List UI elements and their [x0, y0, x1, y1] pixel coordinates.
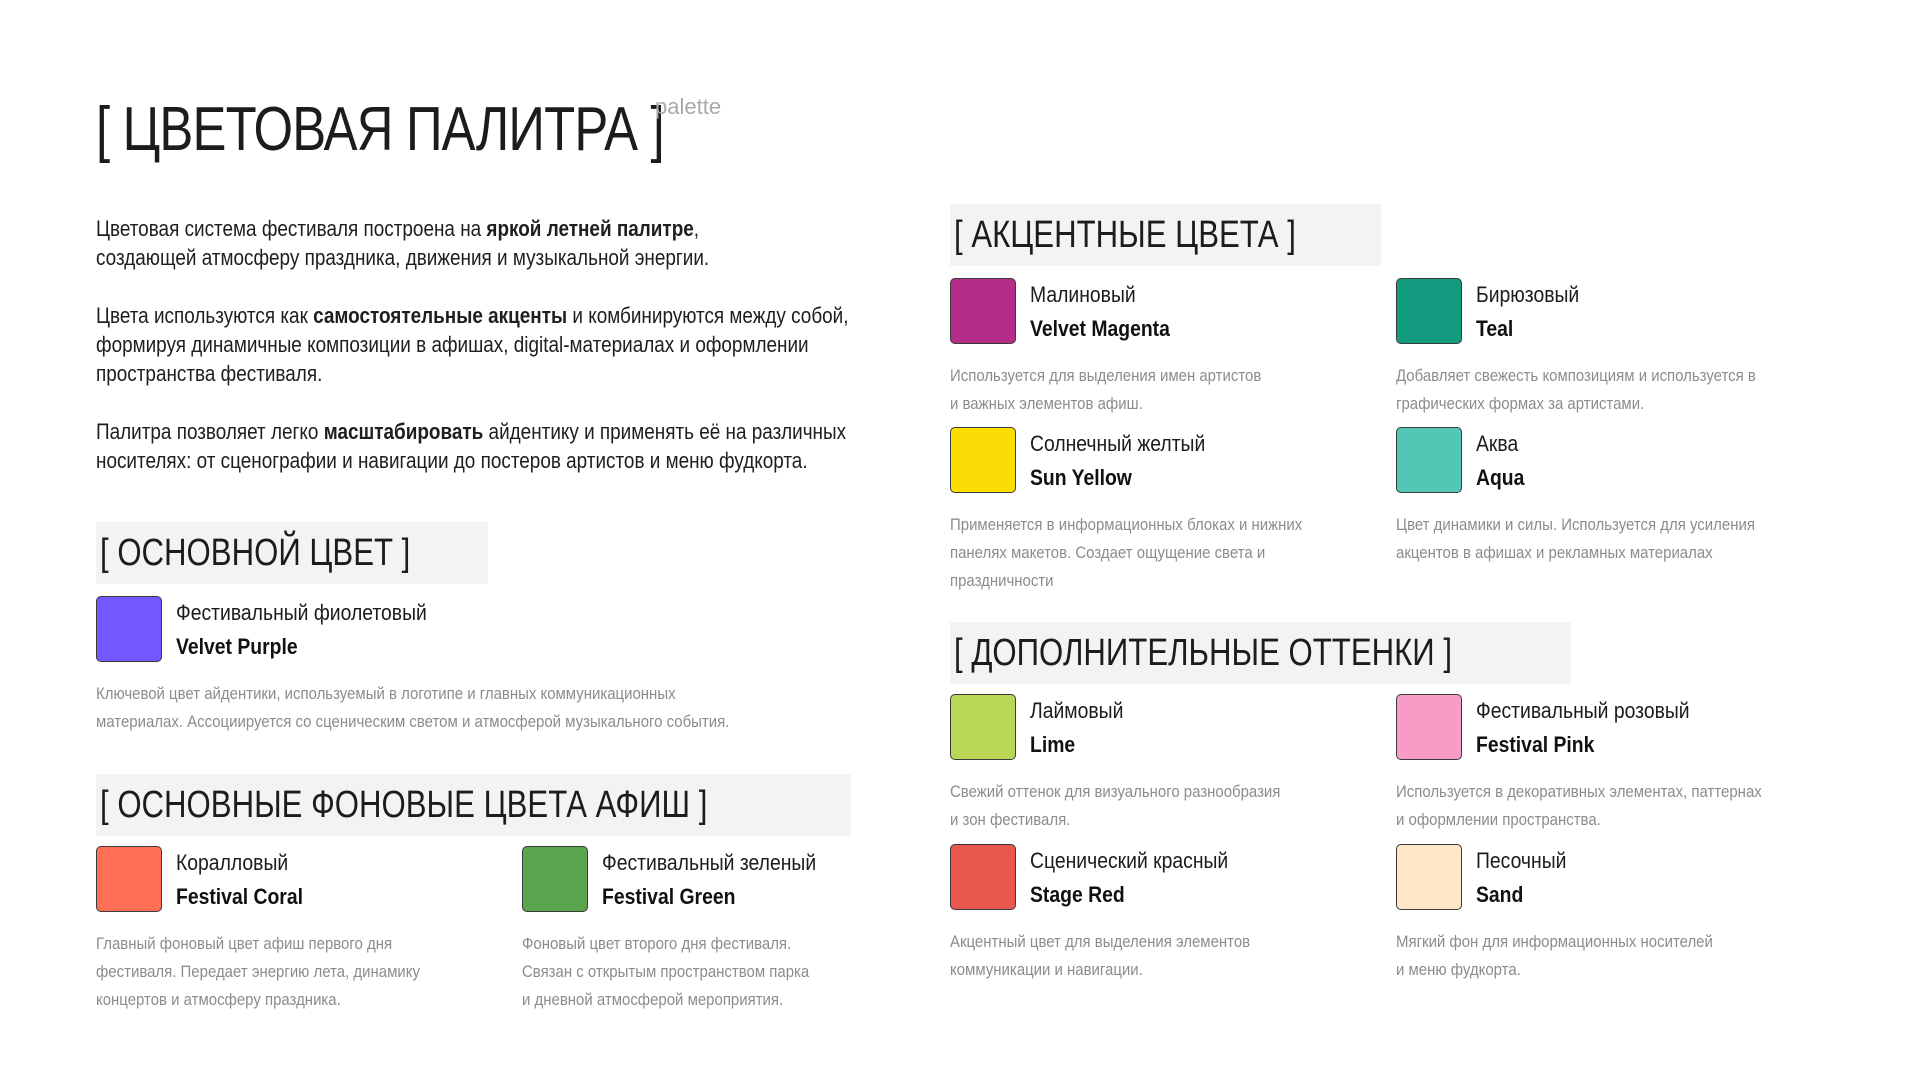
description-line: Ключевой цвет айдентики, используемый в логотипе и главных коммуникационных — [96, 684, 676, 703]
description-line: Мягкий фон для информационных носителей — [1396, 932, 1713, 951]
section-primary-label: [ ОСНОВНОЙ ЦВЕТ ] — [100, 531, 411, 574]
intro-emphasis: самостоятельные акценты — [313, 303, 568, 328]
intro-paragraph-2 — [96, 301, 849, 388]
color-name-en: Aqua — [1476, 465, 1525, 490]
color-description — [96, 930, 501, 1014]
color-name-ru: Бирюзовый — [1476, 282, 1580, 307]
color-name-en: Teal — [1476, 316, 1514, 341]
description-line: панелях макетов. Создает ощущение света и — [950, 543, 1266, 562]
intro-paragraph-1 — [96, 214, 784, 272]
color-description — [950, 362, 1355, 418]
color-name-ru: Аква — [1476, 431, 1519, 456]
color-description — [1396, 778, 1801, 834]
description-line: фестиваля. Передает энергию лета, динамику — [96, 962, 420, 981]
section-backgrounds — [96, 774, 851, 836]
color-name-ru: Фестивальный зеленый — [602, 850, 817, 875]
description-line: и меню фудкорта. — [1396, 960, 1521, 979]
color-name-en: Festival Green — [602, 884, 736, 909]
section-additional — [950, 622, 1571, 684]
description-line: акцентов в афишах и рекламных материалах — [1396, 543, 1713, 562]
intro-paragraph-3 — [96, 417, 847, 475]
color-description — [950, 928, 1355, 984]
color-description — [950, 511, 1355, 595]
description-line: и оформлении пространства. — [1396, 810, 1601, 829]
description-line: Применяется в информационных блоках и нижних — [950, 515, 1303, 534]
color-name-ru: Лаймовый — [1030, 698, 1124, 723]
description-line: графических формах за артистами. — [1396, 394, 1645, 413]
description-line: Главный фоновый цвет афиш первого дня — [96, 934, 393, 953]
color-name-en: Festival Coral — [176, 884, 303, 909]
color-swatch — [1396, 694, 1462, 760]
color-name-en: Velvet Magenta — [1030, 316, 1170, 341]
color-name-en: Sand — [1476, 882, 1524, 907]
color-name-ru: Песочный — [1476, 848, 1567, 873]
color-swatch — [950, 844, 1016, 910]
description-line: праздничности — [950, 571, 1054, 590]
color-description — [96, 680, 800, 736]
color-swatch — [950, 694, 1016, 760]
color-swatch — [950, 278, 1016, 344]
intro-text-span: Цветовая система фестиваля построена на — [96, 216, 487, 241]
color-description — [950, 778, 1355, 834]
color-name-ru: Фестивальный фиолетовый — [176, 600, 427, 625]
description-line: и зон фестиваля. — [950, 810, 1071, 829]
description-line: Цвет динамики и силы. Используется для усиления — [1396, 515, 1755, 534]
section-accents-label: [ АКЦЕНТНЫЕ ЦВЕТА ] — [954, 213, 1296, 256]
description-line: коммуникации и навигации. — [950, 960, 1143, 979]
description-line: Фоновый цвет второго дня фестиваля. — [522, 934, 792, 953]
intro-emphasis: яркой летней палитре — [486, 216, 694, 241]
color-name-ru: Фестивальный розовый — [1476, 698, 1690, 723]
color-description — [1396, 362, 1801, 418]
color-swatch — [522, 846, 588, 912]
color-name-en: Lime — [1030, 732, 1076, 757]
intro-emphasis: масштабировать — [323, 419, 484, 444]
description-line: Акцентный цвет для выделения элементов — [950, 932, 1251, 951]
description-line: Добавляет свежесть композициям и используется в — [1396, 366, 1756, 385]
color-name-ru: Сценический красный — [1030, 848, 1229, 873]
color-name-ru: Малиновый — [1030, 282, 1136, 307]
section-accents — [950, 204, 1381, 266]
intro-text — [96, 214, 849, 504]
color-swatch — [1396, 844, 1462, 910]
color-name-ru: Коралловый — [176, 850, 289, 875]
color-swatch — [1396, 427, 1462, 493]
section-backgrounds-label: [ ОСНОВНЫЕ ФОНОВЫЕ ЦВЕТА АФИШ ] — [100, 783, 708, 826]
description-line: и важных элементов афиш. — [950, 394, 1143, 413]
description-line: Используется для выделения имен артистов — [950, 366, 1262, 385]
intro-text-span: носителях: от сценографии и навигации до постеров артистов и меню фудкорта. — [96, 448, 808, 473]
color-name-en: Stage Red — [1030, 882, 1125, 907]
color-description — [1396, 928, 1801, 984]
intro-text-span: и комбинируются между собой, — [567, 303, 849, 328]
description-line: Связан с открытым пространством парка — [522, 962, 810, 981]
color-swatch — [96, 596, 162, 662]
description-line: Используется в декоративных элементах, паттернах — [1396, 782, 1762, 801]
intro-text-span: формируя динамичные композиции в афишах, digital-материалах и оформлении — [96, 332, 809, 357]
intro-text-span: , — [693, 216, 700, 241]
section-additional-label: [ ДОПОЛНИТЕЛЬНЫЕ ОТТЕНКИ ] — [954, 631, 1452, 674]
color-name-en: Sun Yellow — [1030, 465, 1132, 490]
page-subtitle: palette — [655, 94, 722, 119]
description-line: и дневной атмосферой мероприятия. — [522, 990, 784, 1009]
color-description — [1396, 511, 1801, 567]
intro-text-span: Цвета используются как — [96, 303, 314, 328]
color-name-ru: Солнечный желтый — [1030, 431, 1206, 456]
intro-text-span: создающей атмосферу праздника, движения и музыкальной энергии. — [96, 245, 710, 270]
color-swatch — [950, 427, 1016, 493]
color-name-en: Velvet Purple — [176, 634, 298, 659]
color-description — [522, 930, 927, 1014]
color-swatch — [1396, 278, 1462, 344]
description-line: Свежий оттенок для визуального разнообразия — [950, 782, 1281, 801]
color-swatch — [96, 846, 162, 912]
color-name-en: Festival Pink — [1476, 732, 1595, 757]
intro-text-span: пространства фестиваля. — [96, 361, 323, 386]
intro-text-span: Палитра позволяет легко — [96, 419, 324, 444]
page-title: [ ЦВЕТОВАЯ ПАЛИТРА ] — [96, 95, 664, 164]
intro-text-span: айдентику и применять её на различных — [483, 419, 847, 444]
section-primary — [96, 522, 488, 584]
description-line: материалах. Ассоциируется со сценическим светом и атмосферой музыкального события. — [96, 712, 730, 731]
description-line: концертов и атмосферу праздника. — [96, 990, 341, 1009]
